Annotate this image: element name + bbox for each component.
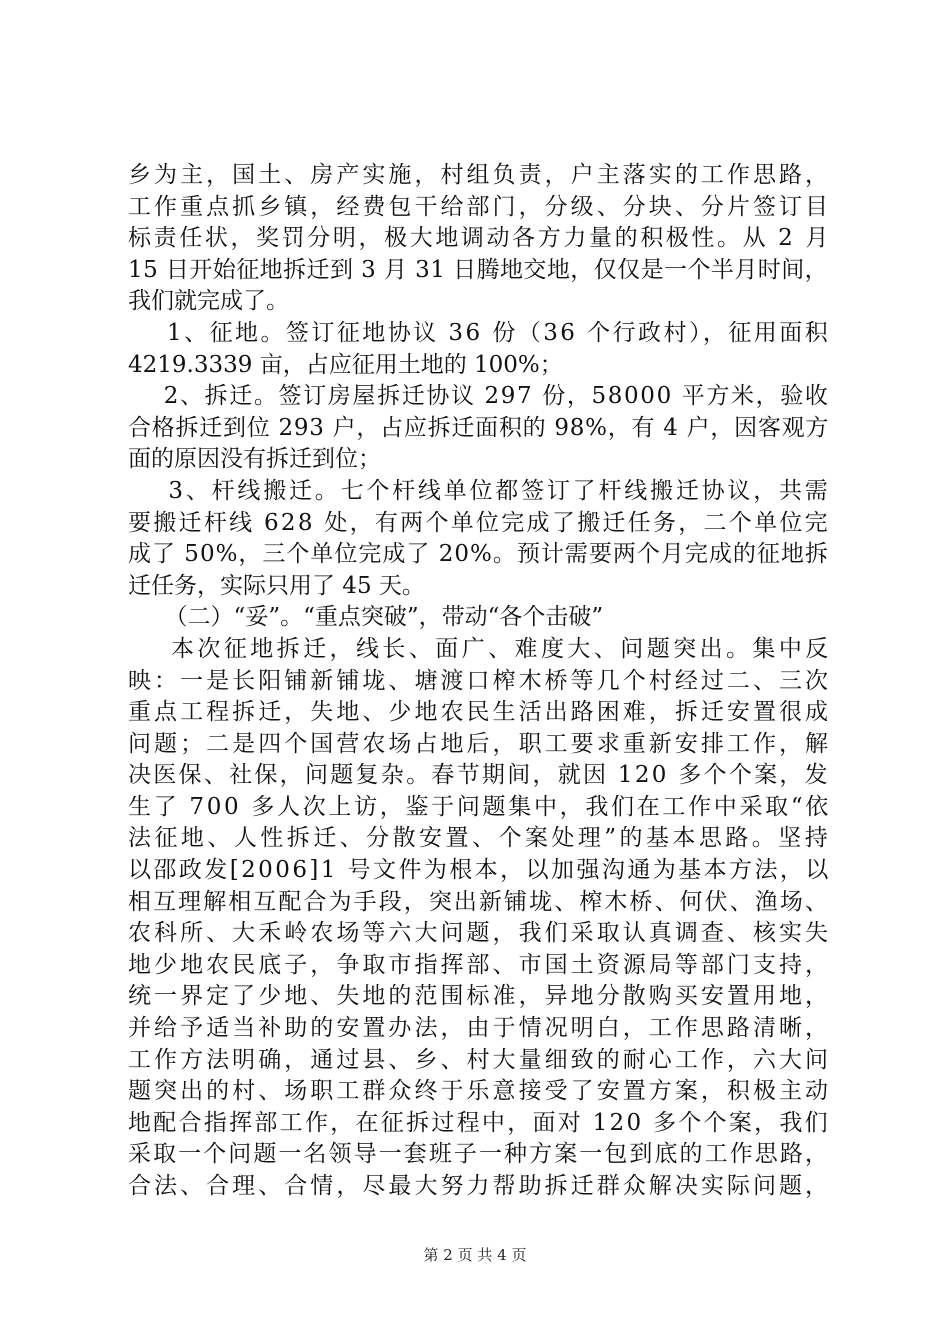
text-line: 统一界定了少地、失地的范围标准，异地分散购买安置用地， xyxy=(128,983,832,1010)
text-line: 标责任状，奖罚分明，极大地调动各方力量的积极性。从 2 月 xyxy=(128,225,831,252)
text-line: 并给予适当补助的安置办法，由于情况明白，工作思路清晰， xyxy=(128,1015,832,1042)
text-line: 采取一个问题一名领导一套班子一种方案一包到底的工作思路， xyxy=(128,1141,830,1168)
text-line: 相互理解相互配合为手段，突出新铺垅、榨木桥、何伏、渔场、 xyxy=(128,888,830,915)
text-line: 我们就完成了。 xyxy=(128,288,289,315)
text-line: 生了 700 多人次上访，鉴于问题集中，我们在工作中采取“依 xyxy=(128,793,831,820)
text-line: 成了 50%，三个单位完成了 20%。预计需要两个月完成的征地拆 xyxy=(128,541,829,568)
text-line: 重点工程拆迁，失地、少地农民生活出路困难，拆迁安置很成 xyxy=(128,699,832,726)
text-line: 乡为主，国土、房产实施，村组负责，户主落实的工作思路， xyxy=(128,162,832,188)
text-line: 地少地农民底子，争取市指挥部、市国土资源局等部门支持， xyxy=(128,951,832,978)
text-line: 15 日开始征地拆迁到 3 月 31 日腾地交地，仅仅是一个半月时间， xyxy=(128,256,829,283)
text-line: 4219.3339 亩，占应征用土地的 100%； xyxy=(128,351,563,378)
text-line: 问题；二是四个国营农场占地后，职工要求重新安排工作，解 xyxy=(128,730,832,757)
text-line: 法征地、人性拆迁、分散安置、个案处理”的基本思路。坚持 xyxy=(128,825,832,852)
text-line: 工作重点抓乡镇，经费包干给部门，分级、分块、分片签订目 xyxy=(128,193,832,220)
page-footer: 第 2 页 共 4 页 xyxy=(423,1246,527,1264)
text-line: 地配合指挥部工作，在征拆过程中，面对 120 多个个案，我们 xyxy=(128,1109,830,1136)
text-line: （二）“妥”。“重点突破”，带动“各个击破” xyxy=(128,604,604,631)
text-line: 3、杆线搬迁。七个杆线单位都签订了杆线搬迁协议，共需 xyxy=(128,477,831,504)
text-line: 面的原因没有拆迁到位； xyxy=(128,446,381,473)
body-text xyxy=(128,160,832,1203)
text-line: 决医保、社保，问题复杂。春节期间，就因 120 多个个案，发 xyxy=(128,762,830,789)
text-line: 迁任务，实际只用了 45 天。 xyxy=(128,572,425,599)
text-line: 映：一是长阳铺新铺垅、塘渡口榨木桥等几个村经过二、三次 xyxy=(128,667,832,694)
text-line: 1、征地。签订征地协议 36 份（36 个行政村），征用面积 xyxy=(128,319,831,346)
text-line: 合格拆迁到位 293 户，占应拆迁面积的 98%，有 4 户，因客观方 xyxy=(128,414,830,441)
text-line: 以邵政发[2006]1 号文件为根本，以加强沟通为基本方法，以 xyxy=(128,857,831,884)
text-line: 要搬迁杆线 628 处，有两个单位完成了搬迁任务，二个单位完 xyxy=(128,509,830,536)
text-line: 农科所、大禾岭农场等六大问题，我们采取认真调查、核实失 xyxy=(128,920,832,947)
text-line: 2、拆迁。签订房屋拆迁协议 297 份，58000 平方米，验收 xyxy=(128,383,830,410)
text-line: 工作方法明确，通过县、乡、村大量细致的耐心工作，六大问 xyxy=(128,1046,832,1073)
text-line: 合法、合理、合情，尽最大努力帮助拆迁群众解决实际问题， xyxy=(128,1173,832,1199)
text-line: 本次征地拆迁，线长、面广、难度大、问题突出。集中反 xyxy=(128,635,832,662)
text-line: 题突出的村、场职工群众终于乐意接受了安置方案，积极主动 xyxy=(128,1078,832,1105)
